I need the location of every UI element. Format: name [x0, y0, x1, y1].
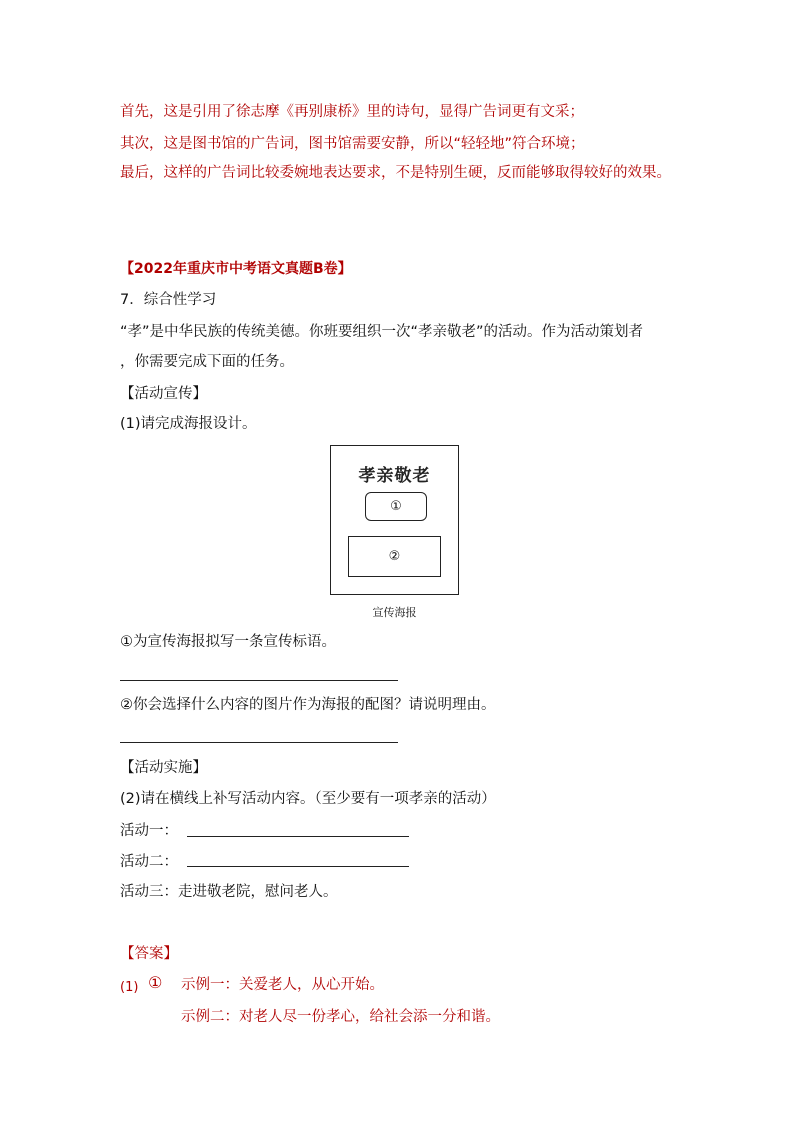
- answer-example-1: 示例一：关爱老人，从心开始。: [181, 977, 384, 993]
- answer-blank-1: [120, 680, 398, 681]
- analysis-line-2: 其次，这是图书馆的广告词，图书馆需要安静，所以“轻轻地”符合环境；: [120, 136, 585, 152]
- part1-header: 【活动宣传】: [120, 386, 207, 402]
- poster-caption: 宣传海报: [372, 606, 417, 619]
- answer-header: 【答案】: [120, 946, 178, 962]
- poster-slot-1-label: ①: [390, 499, 402, 514]
- question-intro-line-1: “孝”是中华民族的传统美德。你班要组织一次“孝亲敬老”的活动。作为活动策划者: [120, 324, 644, 340]
- section-header: 【2022年重庆市中考语文真题B卷】: [120, 261, 352, 277]
- answer-part-label: (1): [120, 980, 139, 995]
- poster-slogan-slot: [365, 492, 427, 521]
- sub-question-1: ①为宣传海报拟写一条宣传标语。: [120, 634, 336, 650]
- question-intro-line-2: ，你需要完成下面的任务。: [120, 354, 294, 370]
- part1-task: (1)请完成海报设计。: [120, 416, 257, 432]
- answer-mark: ①: [148, 973, 163, 992]
- part2-header: 【活动实施】: [120, 760, 207, 776]
- question-number: 7．综合性学习: [120, 292, 217, 308]
- poster-title: 孝亲敬老: [358, 466, 431, 486]
- activity-1-label: 活动一：: [120, 823, 178, 839]
- answer-example-2: 示例二：对老人尽一份孝心，给社会添一分和谐。: [181, 1009, 500, 1025]
- part2-task: (2)请在横线上补写活动内容。（至少要有一项孝亲的活动）: [120, 791, 496, 807]
- poster-image-slot: [348, 536, 441, 577]
- poster-figure: [330, 445, 459, 595]
- activity-2-blank: [187, 866, 409, 867]
- activity-1-blank: [187, 836, 409, 837]
- activity-2-label: 活动二：: [120, 854, 178, 870]
- sub-question-2: ②你会选择什么内容的图片作为海报的配图？请说明理由。: [120, 697, 496, 713]
- activity-3: 活动三：走进敬老院，慰问老人。: [120, 884, 338, 900]
- poster-slot-2-label: ②: [388, 549, 401, 564]
- analysis-line-1: 首先，这是引用了徐志摩《再别康桥》里的诗句，显得广告词更有文采；: [120, 104, 584, 120]
- analysis-line-3: 最后，这样的广告词比较委婉地表达要求，不是特别生硬，反而能够取得较好的效果。: [120, 165, 671, 181]
- answer-blank-2: [120, 742, 398, 743]
